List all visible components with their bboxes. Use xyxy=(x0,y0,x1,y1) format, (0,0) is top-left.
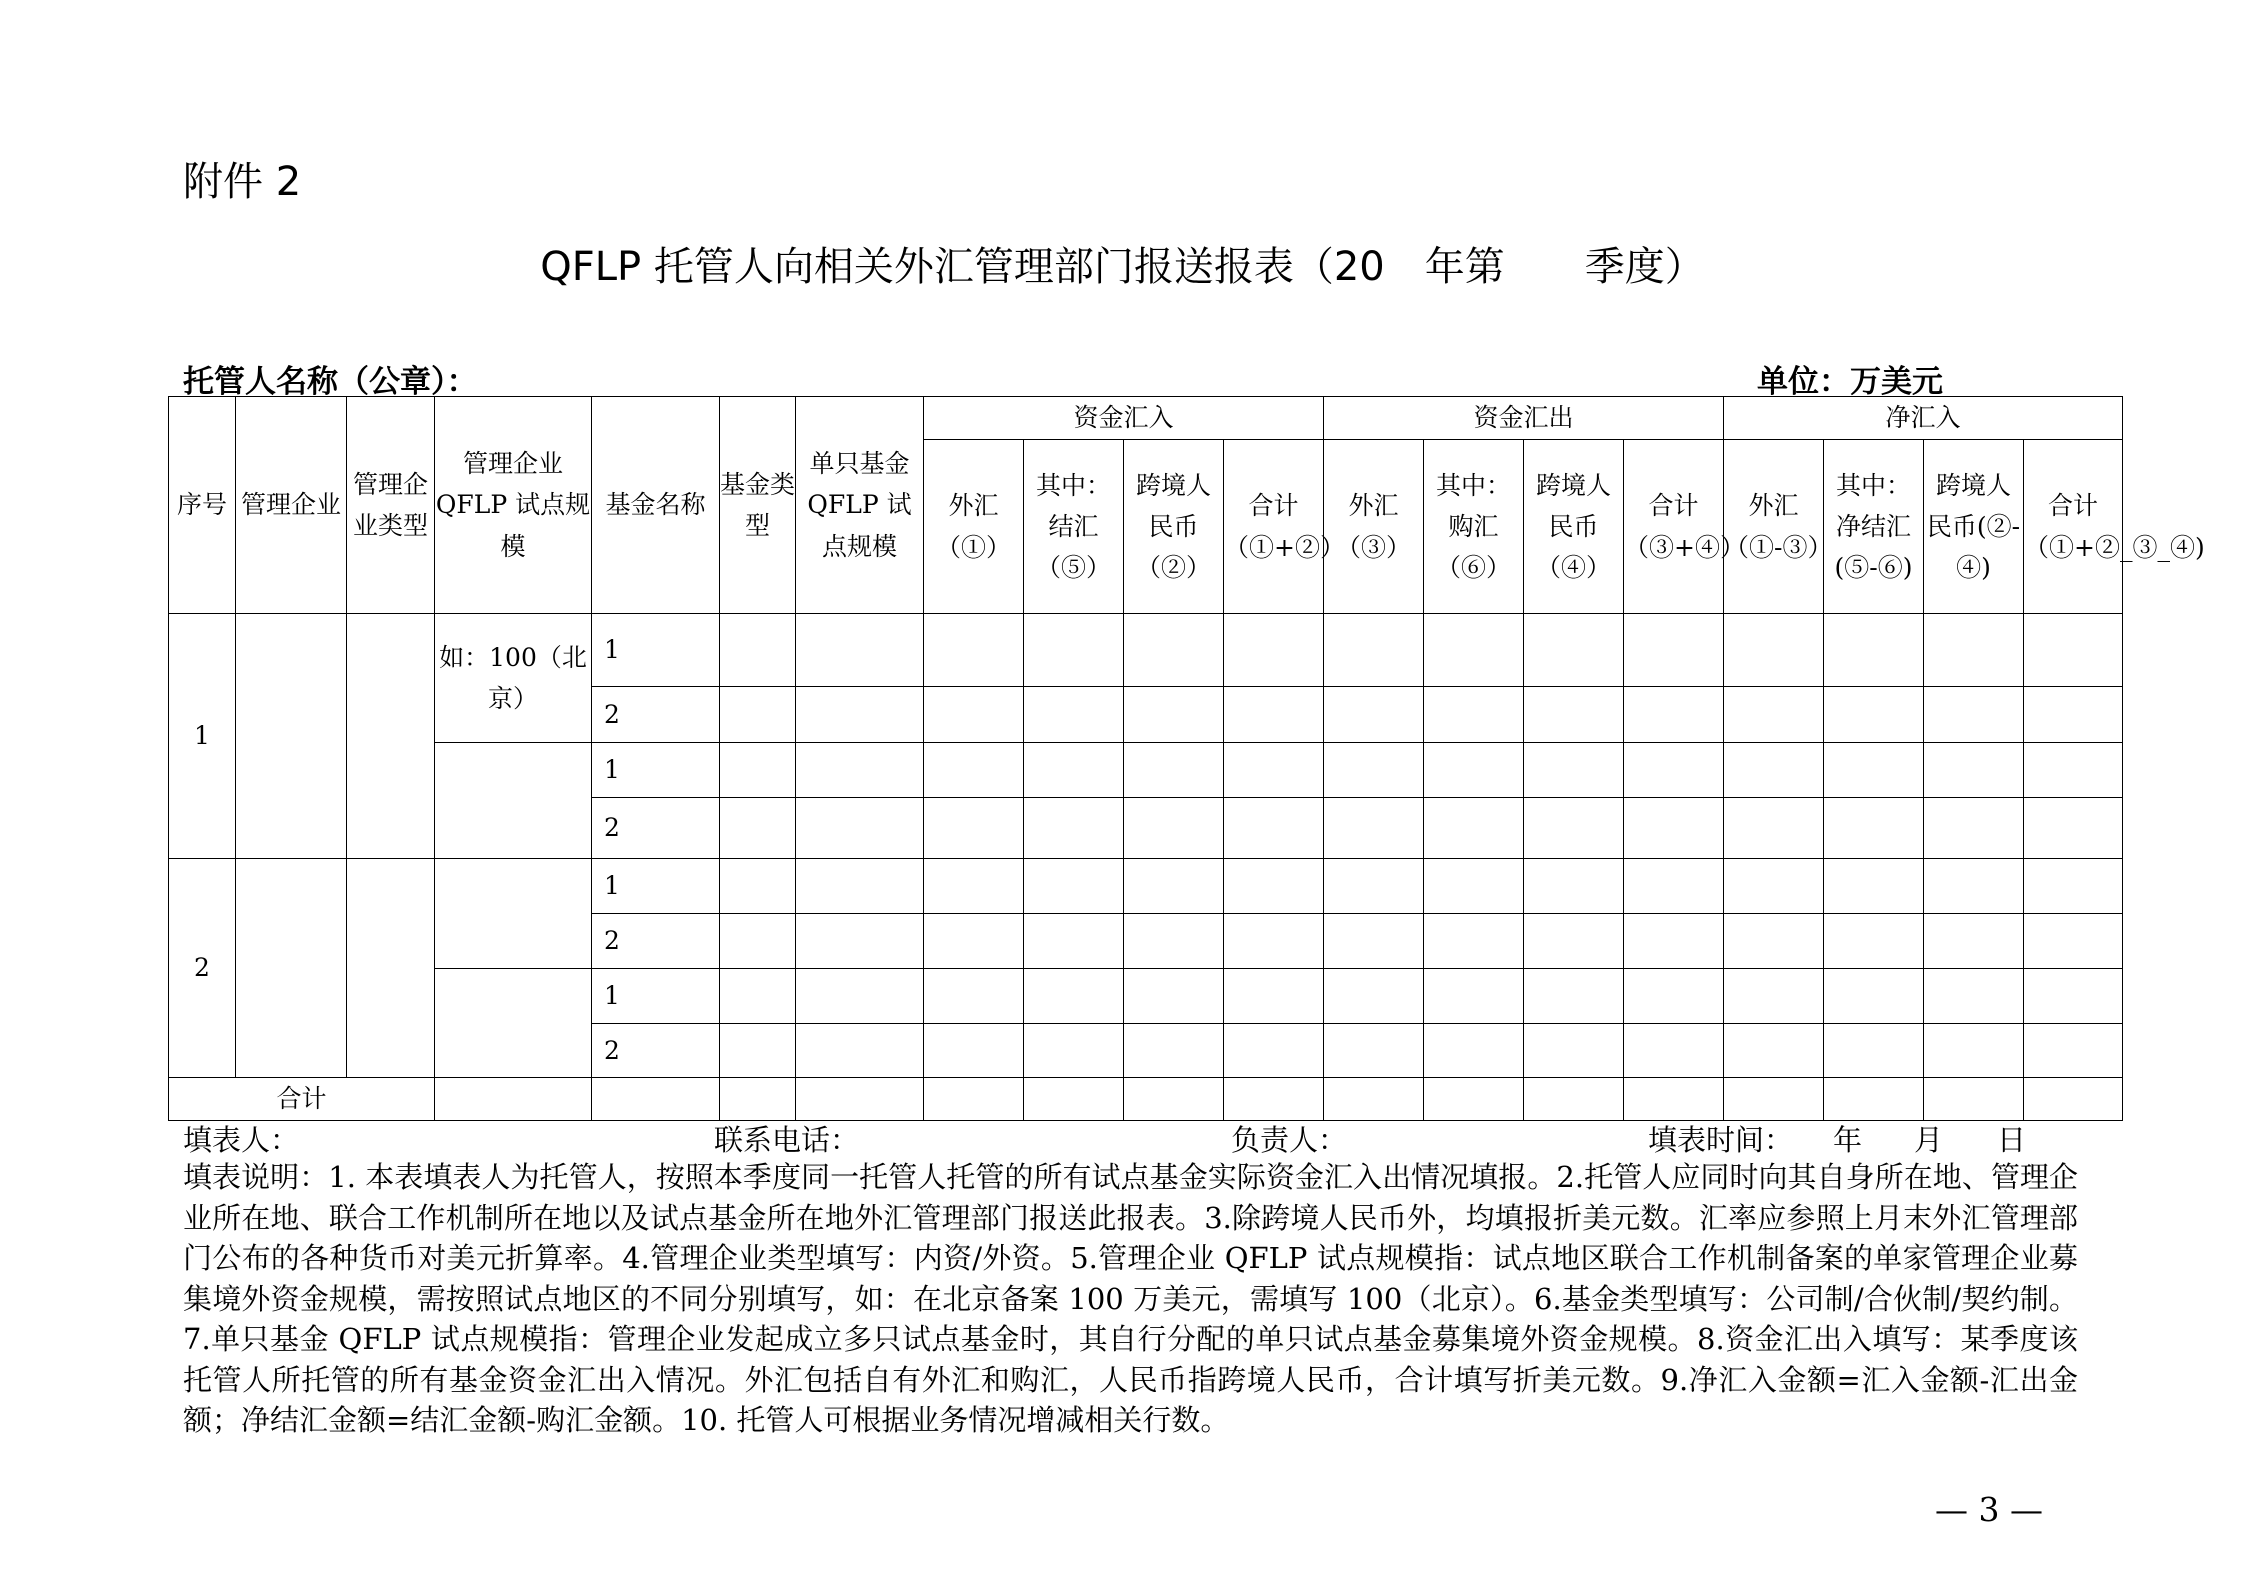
report-table xyxy=(168,396,2205,1121)
header-outflow-purchase: 其中：购汇（⑥） xyxy=(1424,440,1524,614)
header-net-fx: 外汇（①-③） xyxy=(1724,440,1824,614)
fund-number: 2 xyxy=(592,914,720,969)
fund-number: 1 xyxy=(592,969,720,1024)
header-single-fund-scale: 单只基金QFLP 试点规模 xyxy=(796,397,924,614)
header-net-total: 合计（①+②_③_④) xyxy=(2024,440,2123,614)
fund-number: 2 xyxy=(592,798,720,859)
group-number: 2 xyxy=(169,859,236,1078)
header-seq: 序号 xyxy=(169,397,236,614)
header-fund-type: 基金类型 xyxy=(720,397,796,614)
responsible-label: 负责人： xyxy=(1231,1123,1348,1157)
mgmt-company-type-cell xyxy=(347,614,435,859)
header-outflow-total: 合计（③+④） xyxy=(1624,440,1724,614)
mgmt-company-cell xyxy=(236,859,347,1078)
header-net-rmb: 跨境人民币(②-④) xyxy=(1924,440,2024,614)
total-label: 合计 xyxy=(169,1078,435,1121)
header-inflow-rmb: 跨境人民币（②） xyxy=(1124,440,1224,614)
header-group-inflow: 资金汇入 xyxy=(924,397,1324,440)
header-fund-name: 基金名称 xyxy=(592,397,720,614)
fund-number: 1 xyxy=(592,859,720,914)
mgmt-scale-cell xyxy=(435,969,592,1078)
attachment-label: 附件 2 xyxy=(183,159,302,205)
header-inflow-fx: 外汇（①） xyxy=(924,440,1024,614)
day-label: 日 xyxy=(1997,1123,2027,1157)
header-net-settle: 其中：净结汇(⑤-⑥) xyxy=(1824,440,1924,614)
header-outflow-fx: 外汇（③） xyxy=(1324,440,1424,614)
report-title: QFLP 托管人向相关外汇管理部门报送报表（20 年第 季度） xyxy=(540,244,1705,290)
trustee-name-label: 托管人名称（公章）： xyxy=(183,364,478,400)
header-mgmt-company: 管理企业 xyxy=(236,397,347,614)
header-group-outflow: 资金汇出 xyxy=(1324,397,1724,440)
year-label: 年 xyxy=(1833,1123,1863,1157)
fund-number: 1 xyxy=(592,614,720,687)
mgmt-scale-cell xyxy=(435,859,592,969)
mgmt-company-type-cell xyxy=(347,859,435,1078)
page-number: — 3 — xyxy=(1935,1490,2043,1529)
header-mgmt-company-type: 管理企业类型 xyxy=(347,397,435,614)
filling-instructions: 填表说明：1. 本表填表人为托管人，按照本季度同一托管人托管的所有试点基金实际资金汇入出情况填报。2.托管人应同时向其自身所在地、管理企业所在地、联合工作机制所在地以及试点基金所在地外汇管理部门报送此报表。3.除跨境人民币外，均填报折美元数。汇率应参照上月末外汇管理部门公布的各种货币对美元折算率。4.管理企业类型填写：内资/外资。5.管理企业 QFLP 试点规模指：试点地区联合工作机制备案的单家管理企业募集境外资金规模，需按照试点地区的不同分别填写，如：在北京备案 100 万美元，需填写 100（北京）。6.基金类型填写：公司制/合伙制/契约制。7.单只基金 QFLP 试点规模指：管理企业发起成立多只试点基金时，其自行分配的单只试点基金募集境外资金规模。8.资金汇出入填写：某季度该托管人所托管的所有基金资金汇出入情况。外汇包括自有外汇和购汇，人民币指跨境人民币，合计填写折美元数。9.净汇入金额=汇入金额-汇出金额；净结汇金额=结汇金额-购汇金额。10. 托管人可根据业务情况增减相关行数。 xyxy=(183,1160,2078,1437)
fund-number: 1 xyxy=(592,743,720,798)
header-inflow-total: 合计（①+②） xyxy=(1224,440,1324,614)
mgmt-scale-cell xyxy=(435,743,592,859)
header-group-net: 净汇入 xyxy=(1724,397,2123,440)
filler-label: 填表人： xyxy=(183,1123,300,1157)
header-inflow-settle: 其中：结汇（⑤） xyxy=(1024,440,1124,614)
unit-label: 单位：万美元 xyxy=(1757,364,1943,400)
header-outflow-rmb: 跨境人民币（④） xyxy=(1524,440,1624,614)
header-mgmt-qflp-scale: 管理企业QFLP 试点规模 xyxy=(435,397,592,614)
fill-time-label: 填表时间： xyxy=(1648,1123,1794,1157)
month-label: 月 xyxy=(1914,1123,1944,1157)
fund-number: 2 xyxy=(592,1024,720,1078)
group-number: 1 xyxy=(169,614,236,859)
example-scale-cell: 如：100（北京） xyxy=(435,614,592,743)
phone-label: 联系电话： xyxy=(714,1123,860,1157)
fund-number: 2 xyxy=(592,687,720,743)
mgmt-company-cell xyxy=(236,614,347,859)
